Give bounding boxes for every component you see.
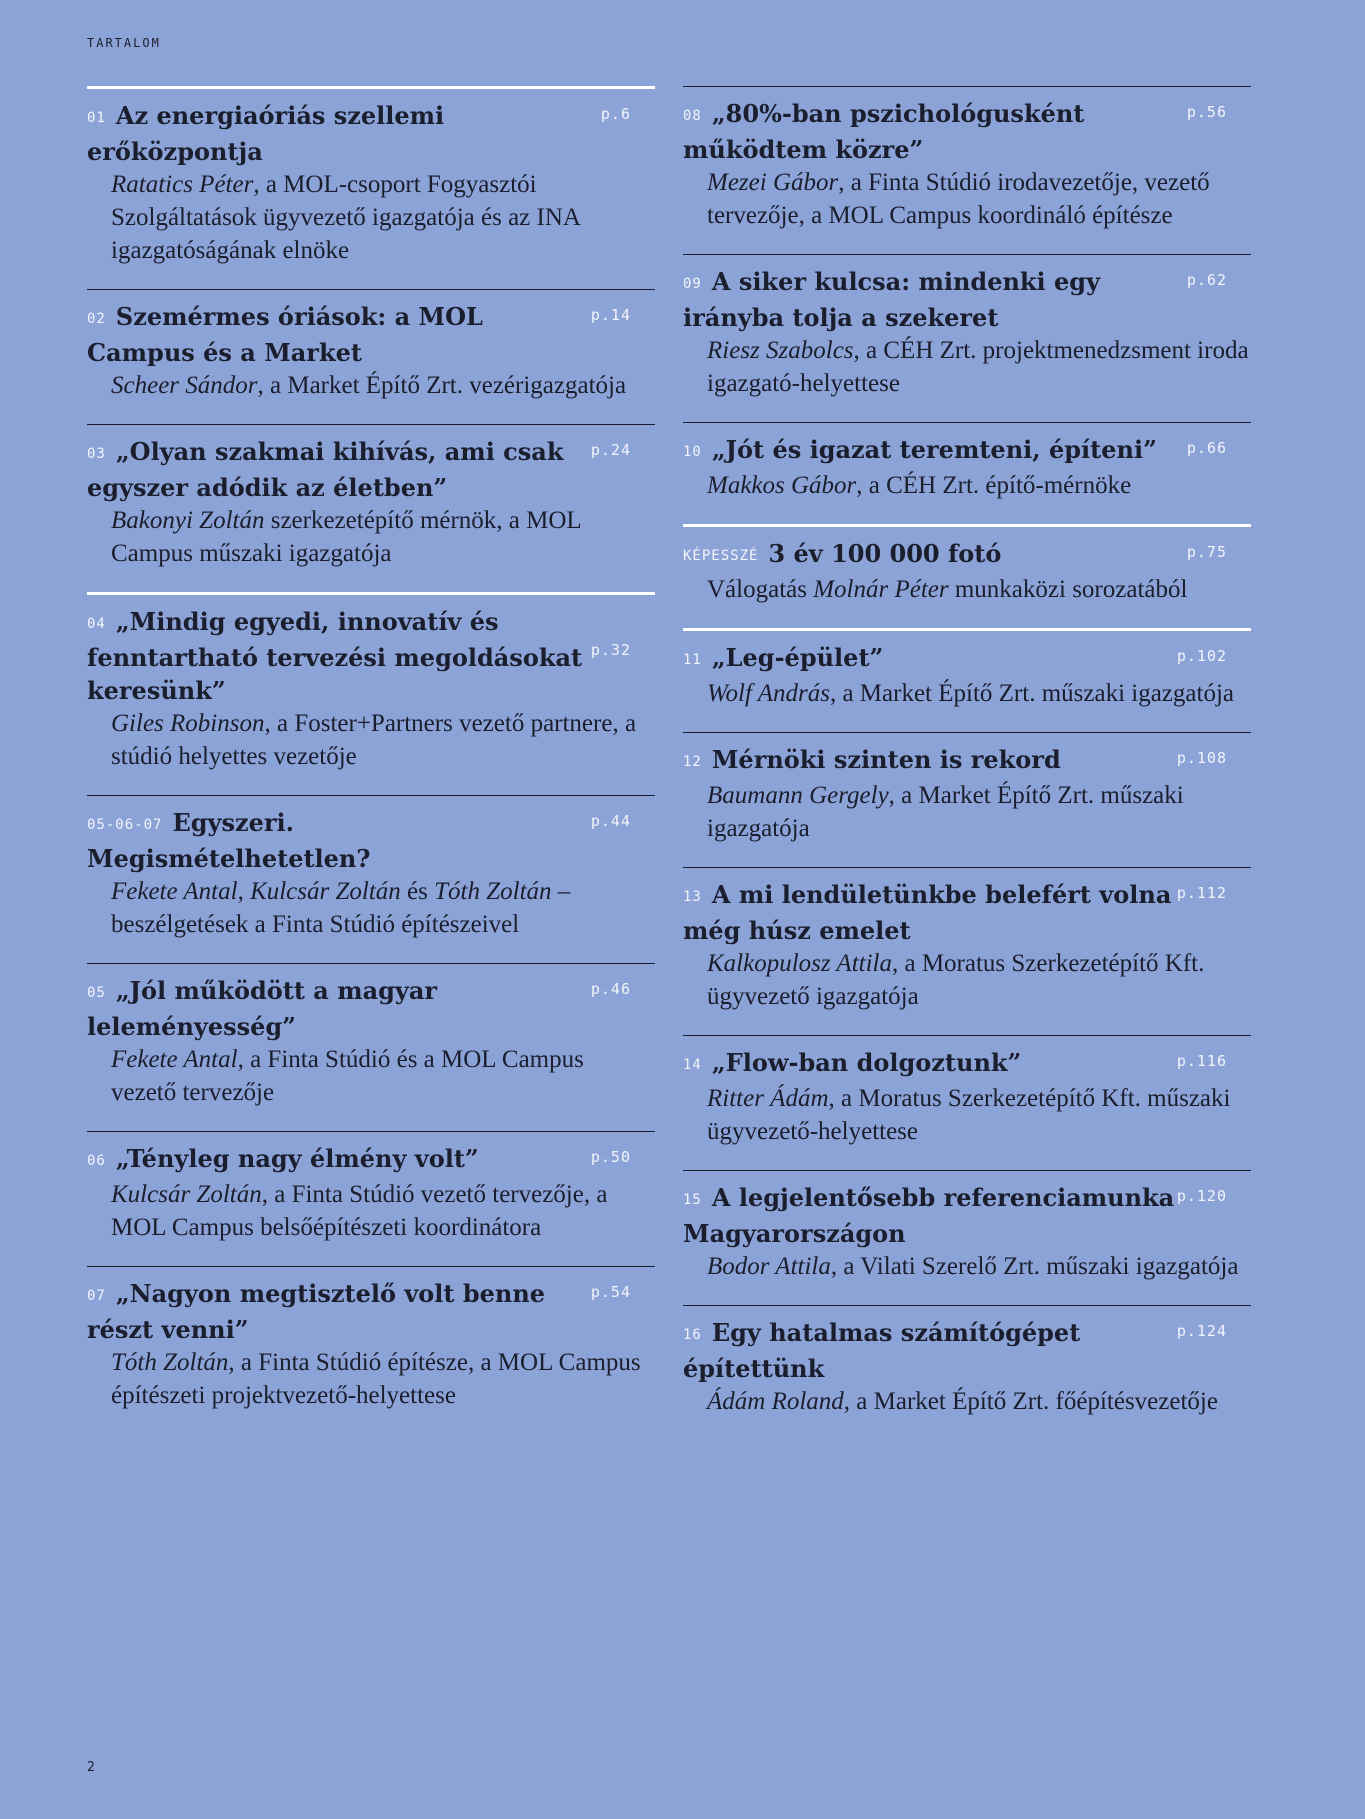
entry-description: Ádám Roland, a Market Építő Zrt. főépítésvezetője [707,1388,1218,1415]
toc-entry[interactable] [683,1305,1251,1440]
entry-title: 11 „Leg-épület” [683,643,884,672]
entry-page-ref: p.32 [590,641,631,659]
entry-number: 09 [683,276,702,292]
entry-description: Ratatics Péter, a MOL-csoport Fogyasztói Szolgáltatások ügyvezető igazgatója és az INA igazgatóságának elnöke [111,171,580,264]
entry-title: 06 „Tényleg nagy élmény volt” [87,1144,479,1173]
entry-description: Kulcsár Zoltán, a Finta Stúdió vezető tervezője, a MOL Campus belsőépítészeti koordinátora [111,1181,608,1241]
entry-description: Fekete Antal, a Finta Stúdió és a MOL Campus vezető tervezője [111,1046,584,1106]
toc-entry[interactable] [683,628,1251,732]
entry-description: Bakonyi Zoltán szerkezetépítő mérnök, a MOL Campus műszaki igazgatója [111,507,581,567]
entry-page-ref: p.120 [1176,1187,1227,1205]
entry-number: 11 [683,652,702,668]
entry-title: 09 A siker kulcsa: mindenki egy irányba tolja a szekeret [683,267,1101,332]
toc-entry[interactable] [87,86,655,289]
entry-page-ref: p.54 [590,1283,631,1301]
toc-entry[interactable] [87,289,655,424]
entry-title: 04 „Mindig egyedi, innovatív és fenntartható tervezési megoldásokat keresünk” [87,607,583,705]
entry-title: 15 A legjelentősebb referenciamunka Magyarországon [683,1183,1175,1248]
page-number: 2 [87,1760,95,1775]
toc-column-left [87,86,655,1434]
entry-description: Bodor Attila, a Vilati Szerelő Zrt. műszaki igazgatója [707,1253,1239,1280]
entry-description: Makkos Gábor, a CÉH Zrt. építő-mérnöke [707,472,1132,499]
toc-entry[interactable] [87,592,655,795]
entry-page-ref: p.66 [1186,439,1227,457]
toc-entry[interactable] [683,254,1251,422]
entry-number: 16 [683,1327,702,1343]
entry-description: Wolf András, a Market Építő Zrt. műszaki igazgatója [707,680,1234,707]
entry-number: 01 [87,110,106,126]
entry-description: Baumann Gergely, a Market Építő Zrt. műszaki igazgatója [707,782,1184,842]
entry-description: Kalkopulosz Attila, a Moratus Szerkezetépítő Kft. ügyvezető igazgatója [707,950,1205,1010]
section-label: TARTALOM [87,36,161,50]
entry-description: Fekete Antal, Kulcsár Zoltán és Tóth Zoltán – beszélgetések a Finta Stúdió építészeivel [111,878,571,938]
entry-title: 05-06-07 Egyszeri. Megismételhetetlen? [87,808,371,873]
entry-number: 13 [683,889,702,905]
entry-description: Ritter Ádám, a Moratus Szerkezetépítő Kft. műszaki ügyvezető-helyettese [707,1085,1231,1145]
entry-title: 12 Mérnöki szinten is rekord [683,745,1061,774]
entry-page-ref: p.116 [1176,1052,1227,1070]
toc-entry[interactable] [87,963,655,1131]
entry-title: 07 „Nagyon megtisztelő volt benne részt venni” [87,1279,546,1344]
entry-page-ref: p.62 [1186,271,1227,289]
entry-description: Giles Robinson, a Foster+Partners vezető partnere, a stúdió helyettes vezetője [111,710,637,770]
entry-page-ref: p.108 [1176,749,1227,767]
entry-title: 10 „Jót és igazat teremteni, építeni” [683,435,1157,464]
entry-number: 12 [683,754,702,770]
entry-page-ref: p.112 [1176,884,1227,902]
entry-title: 05 „Jól működött a magyar leleményesség” [87,976,438,1041]
toc-entry[interactable] [683,732,1251,867]
toc-entry[interactable] [683,867,1251,1035]
entry-description: Mezei Gábor, a Finta Stúdió irodavezetője, vezető tervezője, a MOL Campus koordináló építésze [707,169,1210,229]
entry-number: 07 [87,1288,106,1304]
entry-page-ref: p.56 [1186,103,1227,121]
entry-number: 05-06-07 [87,817,163,833]
entry-page-ref: p.14 [590,306,631,324]
entry-number: 10 [683,444,702,460]
entry-number: 15 [683,1192,702,1208]
entry-number: KÉPESSZÉ [683,548,759,564]
entry-title: 14 „Flow-ban dolgoztunk” [683,1048,1022,1077]
toc-entry[interactable] [87,795,655,963]
entry-description: Tóth Zoltán, a Finta Stúdió építésze, a MOL Campus építészeti projektvezető-helyettese [111,1349,641,1409]
entry-number: 05 [87,985,106,1001]
entry-page-ref: p.6 [600,105,631,123]
entry-page-ref: p.24 [590,441,631,459]
entry-page-ref: p.46 [590,980,631,998]
entry-description: Válogatás Molnár Péter munkaközi sorozatából [707,576,1188,603]
entry-title: 03 „Olyan szakmai kihívás, ami csak egyszer adódik az életben” [87,437,564,502]
toc-entry[interactable] [683,422,1251,524]
toc-entry[interactable] [683,524,1251,628]
entry-title: KÉPESSZÉ 3 év 100 000 fotó [683,539,1002,568]
toc-entry[interactable] [683,1035,1251,1170]
entry-page-ref: p.124 [1176,1322,1227,1340]
entry-title: 01 Az energiaóriás szellemi erőközpontja [87,101,445,166]
entry-description: Scheer Sándor, a Market Építő Zrt. vezérigazgatója [111,372,627,399]
entry-number: 14 [683,1057,702,1073]
entry-number: 04 [87,616,106,632]
toc-entry[interactable] [683,1170,1251,1305]
entry-page-ref: p.75 [1186,543,1227,561]
entry-page-ref: p.44 [590,812,631,830]
toc-entry[interactable] [87,1266,655,1434]
entry-title: 08 „80%-ban pszichológusként működtem közre” [683,99,1085,164]
entry-title: 02 Szemérmes óriások: a MOL Campus és a Market [87,302,483,367]
entry-title: 16 Egy hatalmas számítógépet építettünk [683,1318,1081,1383]
toc-entry[interactable] [87,1131,655,1266]
entry-number: 02 [87,311,106,327]
entry-page-ref: p.102 [1176,647,1227,665]
toc-column-right [683,86,1251,1440]
toc-entry[interactable] [87,424,655,592]
entry-number: 03 [87,446,106,462]
entry-page-ref: p.50 [590,1148,631,1166]
entry-number: 06 [87,1153,106,1169]
entry-number: 08 [683,108,702,124]
entry-title: 13 A mi lendületünkbe belefért volna még húsz emelet [683,880,1172,945]
entry-description: Riesz Szabolcs, a CÉH Zrt. projektmenedzsment iroda igazgató-helyettese [707,337,1249,397]
toc-entry[interactable] [683,86,1251,254]
